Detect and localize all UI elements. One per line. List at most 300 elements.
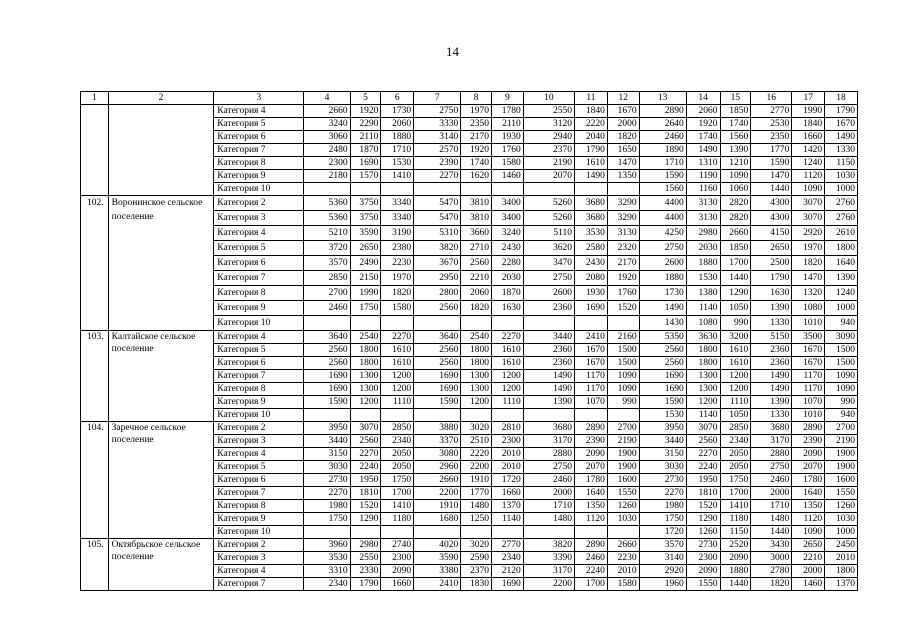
value-cell: 1490 bbox=[825, 131, 858, 144]
column-number-17: 17 bbox=[792, 92, 825, 105]
value-cell: 3150 bbox=[639, 448, 686, 461]
value-cell: 3570 bbox=[639, 539, 686, 552]
value-cell bbox=[381, 316, 414, 331]
value-cell: 2360 bbox=[523, 357, 574, 370]
value-cell: 2350 bbox=[751, 131, 792, 144]
value-cell: 1960 bbox=[639, 578, 686, 591]
value-cell: 1590 bbox=[639, 170, 686, 183]
column-number-5: 5 bbox=[350, 92, 381, 105]
value-cell: 1670 bbox=[575, 344, 608, 357]
value-cell: 2460 bbox=[523, 474, 574, 487]
value-cell: 1380 bbox=[686, 286, 720, 301]
value-cell: 1010 bbox=[792, 409, 825, 422]
value-cell: 1170 bbox=[792, 370, 825, 383]
value-cell: 2750 bbox=[639, 241, 686, 256]
value-cell: 3030 bbox=[639, 461, 686, 474]
value-cell: 1740 bbox=[720, 118, 751, 131]
settlement-name: Калтайское сельское поселение bbox=[108, 331, 214, 422]
value-cell: 2820 bbox=[720, 196, 751, 211]
value-cell: 1790 bbox=[575, 144, 608, 157]
category-cell: Категория 7 bbox=[214, 578, 304, 591]
value-cell: 1610 bbox=[381, 344, 414, 357]
value-cell: 2940 bbox=[523, 131, 574, 144]
value-cell: 2540 bbox=[461, 331, 492, 344]
value-cell: 2340 bbox=[381, 435, 414, 448]
value-cell: 2560 bbox=[304, 344, 350, 357]
value-cell: 2280 bbox=[492, 256, 524, 271]
value-cell: 2220 bbox=[461, 448, 492, 461]
category-cell: Категория 10 bbox=[214, 409, 304, 422]
value-cell: 1330 bbox=[751, 316, 792, 331]
value-cell: 2480 bbox=[304, 144, 350, 157]
value-cell: 1200 bbox=[350, 396, 381, 409]
value-cell: 1290 bbox=[720, 286, 751, 301]
value-cell: 3000 bbox=[751, 552, 792, 565]
value-cell: 1490 bbox=[751, 370, 792, 383]
column-number-13: 13 bbox=[639, 92, 686, 105]
value-cell: 3440 bbox=[639, 435, 686, 448]
value-cell: 1610 bbox=[492, 357, 524, 370]
category-cell: Категория 4 bbox=[214, 565, 304, 578]
value-cell: 3290 bbox=[607, 211, 639, 226]
value-cell: 1410 bbox=[381, 170, 414, 183]
value-cell: 1460 bbox=[792, 578, 825, 591]
value-cell: 1690 bbox=[639, 383, 686, 396]
value-cell: 2170 bbox=[461, 131, 492, 144]
value-cell: 1070 bbox=[575, 396, 608, 409]
value-cell: 1180 bbox=[720, 513, 751, 526]
value-cell: 3120 bbox=[523, 118, 574, 131]
value-cell: 2320 bbox=[607, 241, 639, 256]
category-cell: Категория 4 bbox=[214, 331, 304, 344]
value-cell: 1980 bbox=[304, 500, 350, 513]
value-cell: 2460 bbox=[304, 301, 350, 316]
value-cell: 1200 bbox=[381, 370, 414, 383]
value-cell: 1750 bbox=[720, 474, 751, 487]
value-cell: 1530 bbox=[639, 409, 686, 422]
value-cell: 2590 bbox=[461, 552, 492, 565]
value-cell: 1840 bbox=[575, 105, 608, 118]
value-cell: 3070 bbox=[350, 422, 381, 435]
value-cell: 1990 bbox=[350, 286, 381, 301]
value-cell: 3880 bbox=[414, 422, 461, 435]
table-row bbox=[81, 105, 858, 118]
value-cell: 1600 bbox=[607, 474, 639, 487]
value-cell: 2300 bbox=[381, 552, 414, 565]
value-cell: 2360 bbox=[523, 301, 574, 316]
category-cell: Категория 8 bbox=[214, 286, 304, 301]
value-cell: 3680 bbox=[575, 211, 608, 226]
category-cell: Категория 6 bbox=[214, 256, 304, 271]
value-cell bbox=[575, 526, 608, 539]
value-cell: 2230 bbox=[607, 552, 639, 565]
value-cell: 3820 bbox=[414, 241, 461, 256]
value-cell: 2180 bbox=[304, 170, 350, 183]
category-cell: Категория 10 bbox=[214, 526, 304, 539]
value-cell: 1500 bbox=[825, 344, 858, 357]
value-cell: 2430 bbox=[575, 256, 608, 271]
category-cell: Категория 6 bbox=[214, 357, 304, 370]
value-cell: 1030 bbox=[825, 513, 858, 526]
value-cell: 1690 bbox=[639, 370, 686, 383]
value-cell: 1930 bbox=[492, 131, 524, 144]
value-cell: 1550 bbox=[686, 578, 720, 591]
value-cell: 1710 bbox=[751, 500, 792, 513]
value-cell: 1790 bbox=[751, 271, 792, 286]
value-cell: 2190 bbox=[607, 435, 639, 448]
value-cell: 2010 bbox=[492, 448, 524, 461]
value-cell: 1810 bbox=[350, 487, 381, 500]
value-cell: 3400 bbox=[492, 211, 524, 226]
value-cell: 1520 bbox=[350, 500, 381, 513]
value-cell: 1800 bbox=[686, 344, 720, 357]
value-cell: 2610 bbox=[825, 226, 858, 241]
value-cell bbox=[523, 526, 574, 539]
value-cell: 1090 bbox=[720, 170, 751, 183]
value-cell bbox=[492, 183, 524, 196]
value-cell: 1690 bbox=[575, 301, 608, 316]
value-cell: 1350 bbox=[575, 500, 608, 513]
value-cell: 1780 bbox=[575, 474, 608, 487]
category-cell: Категория 9 bbox=[214, 170, 304, 183]
table-row bbox=[81, 331, 858, 344]
value-cell: 1260 bbox=[607, 500, 639, 513]
column-number-2: 2 bbox=[108, 92, 214, 105]
value-cell: 1390 bbox=[825, 271, 858, 286]
value-cell: 3370 bbox=[414, 435, 461, 448]
value-cell: 2270 bbox=[492, 331, 524, 344]
value-cell: 1740 bbox=[686, 131, 720, 144]
value-cell: 1750 bbox=[350, 301, 381, 316]
category-cell: Категория 6 bbox=[214, 131, 304, 144]
value-cell: 1630 bbox=[751, 286, 792, 301]
value-cell: 2770 bbox=[492, 539, 524, 552]
value-cell: 3640 bbox=[304, 331, 350, 344]
value-cell: 1810 bbox=[686, 487, 720, 500]
value-cell: 1200 bbox=[492, 370, 524, 383]
value-cell bbox=[523, 316, 574, 331]
value-cell: 1110 bbox=[492, 396, 524, 409]
value-cell: 3170 bbox=[523, 565, 574, 578]
value-cell: 1440 bbox=[751, 183, 792, 196]
value-cell: 3340 bbox=[381, 211, 414, 226]
value-cell: 2560 bbox=[350, 435, 381, 448]
value-cell: 1790 bbox=[350, 578, 381, 591]
value-cell bbox=[350, 316, 381, 331]
value-cell: 1800 bbox=[825, 241, 858, 256]
value-cell: 2090 bbox=[720, 552, 751, 565]
value-cell: 2270 bbox=[304, 487, 350, 500]
value-cell: 3080 bbox=[414, 448, 461, 461]
value-cell: 2200 bbox=[414, 487, 461, 500]
value-cell: 1470 bbox=[607, 157, 639, 170]
value-cell: 2290 bbox=[350, 118, 381, 131]
value-cell bbox=[414, 183, 461, 196]
value-cell: 1690 bbox=[414, 370, 461, 383]
value-cell bbox=[350, 526, 381, 539]
value-cell: 1750 bbox=[304, 513, 350, 526]
value-cell bbox=[575, 183, 608, 196]
value-cell: 2650 bbox=[350, 241, 381, 256]
value-cell: 1090 bbox=[607, 370, 639, 383]
value-cell: 1640 bbox=[792, 487, 825, 500]
value-cell: 2560 bbox=[686, 435, 720, 448]
value-cell: 1010 bbox=[792, 316, 825, 331]
value-cell: 1030 bbox=[607, 513, 639, 526]
value-cell: 2300 bbox=[492, 435, 524, 448]
value-cell bbox=[381, 183, 414, 196]
value-cell: 3670 bbox=[414, 256, 461, 271]
value-cell: 2390 bbox=[792, 435, 825, 448]
value-cell: 1580 bbox=[492, 157, 524, 170]
value-cell: 1710 bbox=[523, 500, 574, 513]
value-cell: 3400 bbox=[492, 196, 524, 211]
value-cell: 2570 bbox=[414, 144, 461, 157]
value-cell: 1920 bbox=[686, 118, 720, 131]
value-cell: 3290 bbox=[607, 196, 639, 211]
value-cell bbox=[607, 183, 639, 196]
value-cell: 1610 bbox=[381, 357, 414, 370]
value-cell: 1060 bbox=[720, 183, 751, 196]
value-cell: 1800 bbox=[350, 357, 381, 370]
value-cell bbox=[607, 316, 639, 331]
value-cell: 1780 bbox=[792, 474, 825, 487]
category-cell: Категория 8 bbox=[214, 500, 304, 513]
value-cell: 3530 bbox=[575, 226, 608, 241]
row-number: 104. bbox=[81, 422, 109, 539]
value-cell: 1880 bbox=[686, 256, 720, 271]
value-cell: 1500 bbox=[607, 344, 639, 357]
value-cell: 2600 bbox=[639, 256, 686, 271]
value-cell: 1300 bbox=[461, 370, 492, 383]
value-cell: 1970 bbox=[461, 105, 492, 118]
value-cell bbox=[575, 316, 608, 331]
value-cell: 2880 bbox=[523, 448, 574, 461]
value-cell: 1850 bbox=[720, 105, 751, 118]
value-cell: 3030 bbox=[304, 461, 350, 474]
value-cell: 1770 bbox=[751, 144, 792, 157]
value-cell: 1970 bbox=[792, 241, 825, 256]
value-cell: 1290 bbox=[686, 513, 720, 526]
column-number-12: 12 bbox=[607, 92, 639, 105]
value-cell: 4400 bbox=[639, 211, 686, 226]
value-cell: 1730 bbox=[639, 286, 686, 301]
value-cell: 1870 bbox=[492, 286, 524, 301]
value-cell bbox=[381, 526, 414, 539]
value-cell: 3140 bbox=[414, 131, 461, 144]
value-cell: 1890 bbox=[639, 144, 686, 157]
value-cell: 2050 bbox=[381, 461, 414, 474]
value-cell: 2090 bbox=[686, 565, 720, 578]
value-cell: 1000 bbox=[825, 526, 858, 539]
value-cell bbox=[523, 409, 574, 422]
value-cell: 2660 bbox=[304, 105, 350, 118]
value-cell: 1180 bbox=[381, 513, 414, 526]
value-cell: 2120 bbox=[492, 565, 524, 578]
value-cell: 1350 bbox=[792, 500, 825, 513]
category-cell: Категория 8 bbox=[214, 383, 304, 396]
value-cell: 1580 bbox=[381, 301, 414, 316]
value-cell: 3170 bbox=[523, 435, 574, 448]
value-cell: 2270 bbox=[350, 448, 381, 461]
value-cell: 2980 bbox=[350, 539, 381, 552]
value-cell: 1550 bbox=[825, 487, 858, 500]
value-cell: 1690 bbox=[414, 383, 461, 396]
value-cell: 1880 bbox=[639, 271, 686, 286]
value-cell: 940 bbox=[825, 409, 858, 422]
value-cell: 2730 bbox=[686, 539, 720, 552]
value-cell: 1140 bbox=[492, 513, 524, 526]
value-cell: 1090 bbox=[607, 383, 639, 396]
value-cell: 1490 bbox=[523, 383, 574, 396]
value-cell: 2160 bbox=[607, 331, 639, 344]
value-cell: 3380 bbox=[414, 565, 461, 578]
value-cell: 2350 bbox=[461, 118, 492, 131]
value-cell: 3200 bbox=[720, 331, 751, 344]
value-cell: 5470 bbox=[414, 196, 461, 211]
value-cell: 2960 bbox=[414, 461, 461, 474]
value-cell: 1200 bbox=[461, 396, 492, 409]
settlement-name: Октябрьское сельское поселение bbox=[108, 539, 214, 591]
category-cell: Категория 9 bbox=[214, 301, 304, 316]
value-cell: 1050 bbox=[720, 301, 751, 316]
value-cell: 1300 bbox=[350, 370, 381, 383]
value-cell: 1930 bbox=[575, 286, 608, 301]
value-cell: 1120 bbox=[792, 170, 825, 183]
value-cell bbox=[492, 316, 524, 331]
value-cell: 1730 bbox=[381, 105, 414, 118]
value-cell: 2000 bbox=[523, 487, 574, 500]
category-cell: Категория 10 bbox=[214, 316, 304, 331]
value-cell: 1610 bbox=[720, 344, 751, 357]
value-cell: 3590 bbox=[414, 552, 461, 565]
column-number-14: 14 bbox=[686, 92, 720, 105]
value-cell: 2000 bbox=[607, 118, 639, 131]
value-cell: 1200 bbox=[381, 383, 414, 396]
value-cell: 990 bbox=[720, 316, 751, 331]
value-cell: 1460 bbox=[492, 170, 524, 183]
value-cell: 1520 bbox=[607, 301, 639, 316]
value-cell: 1070 bbox=[792, 396, 825, 409]
value-cell: 1800 bbox=[350, 344, 381, 357]
value-cell: 2730 bbox=[304, 474, 350, 487]
value-cell: 3090 bbox=[825, 331, 858, 344]
value-cell: 2040 bbox=[575, 131, 608, 144]
value-cell bbox=[607, 409, 639, 422]
value-cell: 2880 bbox=[751, 448, 792, 461]
value-cell: 2070 bbox=[792, 461, 825, 474]
value-cell: 2700 bbox=[607, 422, 639, 435]
value-cell: 3340 bbox=[381, 196, 414, 211]
value-cell: 1090 bbox=[792, 183, 825, 196]
value-cell: 2660 bbox=[414, 474, 461, 487]
value-cell: 3310 bbox=[304, 565, 350, 578]
value-cell: 3330 bbox=[414, 118, 461, 131]
value-cell: 1720 bbox=[492, 474, 524, 487]
value-cell: 1080 bbox=[792, 301, 825, 316]
value-cell: 1170 bbox=[792, 383, 825, 396]
value-cell: 1350 bbox=[607, 170, 639, 183]
value-cell: 1300 bbox=[461, 383, 492, 396]
value-cell: 2070 bbox=[523, 170, 574, 183]
category-cell: Категория 8 bbox=[214, 157, 304, 170]
column-number-8: 8 bbox=[461, 92, 492, 105]
value-cell: 1590 bbox=[304, 396, 350, 409]
value-cell: 5470 bbox=[414, 211, 461, 226]
value-cell: 3130 bbox=[607, 226, 639, 241]
value-cell: 1610 bbox=[720, 357, 751, 370]
value-cell: 2520 bbox=[720, 539, 751, 552]
value-cell: 1650 bbox=[607, 144, 639, 157]
value-cell: 2090 bbox=[792, 448, 825, 461]
value-cell: 3680 bbox=[523, 422, 574, 435]
value-cell: 2800 bbox=[414, 286, 461, 301]
value-cell: 3070 bbox=[686, 422, 720, 435]
value-cell: 2270 bbox=[686, 448, 720, 461]
value-cell: 1910 bbox=[461, 474, 492, 487]
value-cell: 3660 bbox=[461, 226, 492, 241]
column-number-row bbox=[81, 92, 858, 105]
category-cell: Категория 7 bbox=[214, 271, 304, 286]
value-cell: 1920 bbox=[461, 144, 492, 157]
value-cell: 5260 bbox=[523, 211, 574, 226]
category-cell: Категория 2 bbox=[214, 422, 304, 435]
category-cell: Категория 5 bbox=[214, 118, 304, 131]
value-cell: 1440 bbox=[720, 271, 751, 286]
category-cell: Категория 2 bbox=[214, 196, 304, 211]
value-cell: 2030 bbox=[492, 271, 524, 286]
value-cell: 2060 bbox=[461, 286, 492, 301]
value-cell bbox=[381, 409, 414, 422]
value-cell: 2920 bbox=[639, 565, 686, 578]
value-cell: 1820 bbox=[751, 578, 792, 591]
value-cell: 1240 bbox=[792, 157, 825, 170]
value-cell: 3060 bbox=[304, 131, 350, 144]
value-cell: 2460 bbox=[639, 131, 686, 144]
value-cell bbox=[304, 409, 350, 422]
value-cell: 940 bbox=[825, 316, 858, 331]
value-cell: 1290 bbox=[350, 513, 381, 526]
value-cell bbox=[461, 409, 492, 422]
value-cell: 1880 bbox=[720, 565, 751, 578]
value-cell: 5110 bbox=[523, 226, 574, 241]
settlement-name bbox=[108, 105, 214, 196]
value-cell: 2240 bbox=[575, 565, 608, 578]
value-cell: 2850 bbox=[381, 422, 414, 435]
value-cell: 2560 bbox=[639, 344, 686, 357]
value-cell: 1090 bbox=[825, 370, 858, 383]
value-cell: 2300 bbox=[686, 552, 720, 565]
column-number-4: 4 bbox=[304, 92, 350, 105]
category-cell: Категория 2 bbox=[214, 539, 304, 552]
value-cell: 2110 bbox=[350, 131, 381, 144]
value-cell: 1690 bbox=[304, 370, 350, 383]
value-cell bbox=[414, 526, 461, 539]
value-cell: 2810 bbox=[492, 422, 524, 435]
value-cell: 2560 bbox=[461, 256, 492, 271]
category-cell: Категория 5 bbox=[214, 461, 304, 474]
value-cell: 4250 bbox=[639, 226, 686, 241]
value-cell: 2410 bbox=[575, 331, 608, 344]
value-cell: 2450 bbox=[825, 539, 858, 552]
value-cell: 1330 bbox=[751, 409, 792, 422]
value-cell: 5360 bbox=[304, 196, 350, 211]
value-cell: 3130 bbox=[686, 196, 720, 211]
table-row bbox=[81, 196, 858, 211]
value-cell: 2050 bbox=[720, 461, 751, 474]
value-cell: 1200 bbox=[720, 370, 751, 383]
value-cell: 1910 bbox=[414, 500, 461, 513]
